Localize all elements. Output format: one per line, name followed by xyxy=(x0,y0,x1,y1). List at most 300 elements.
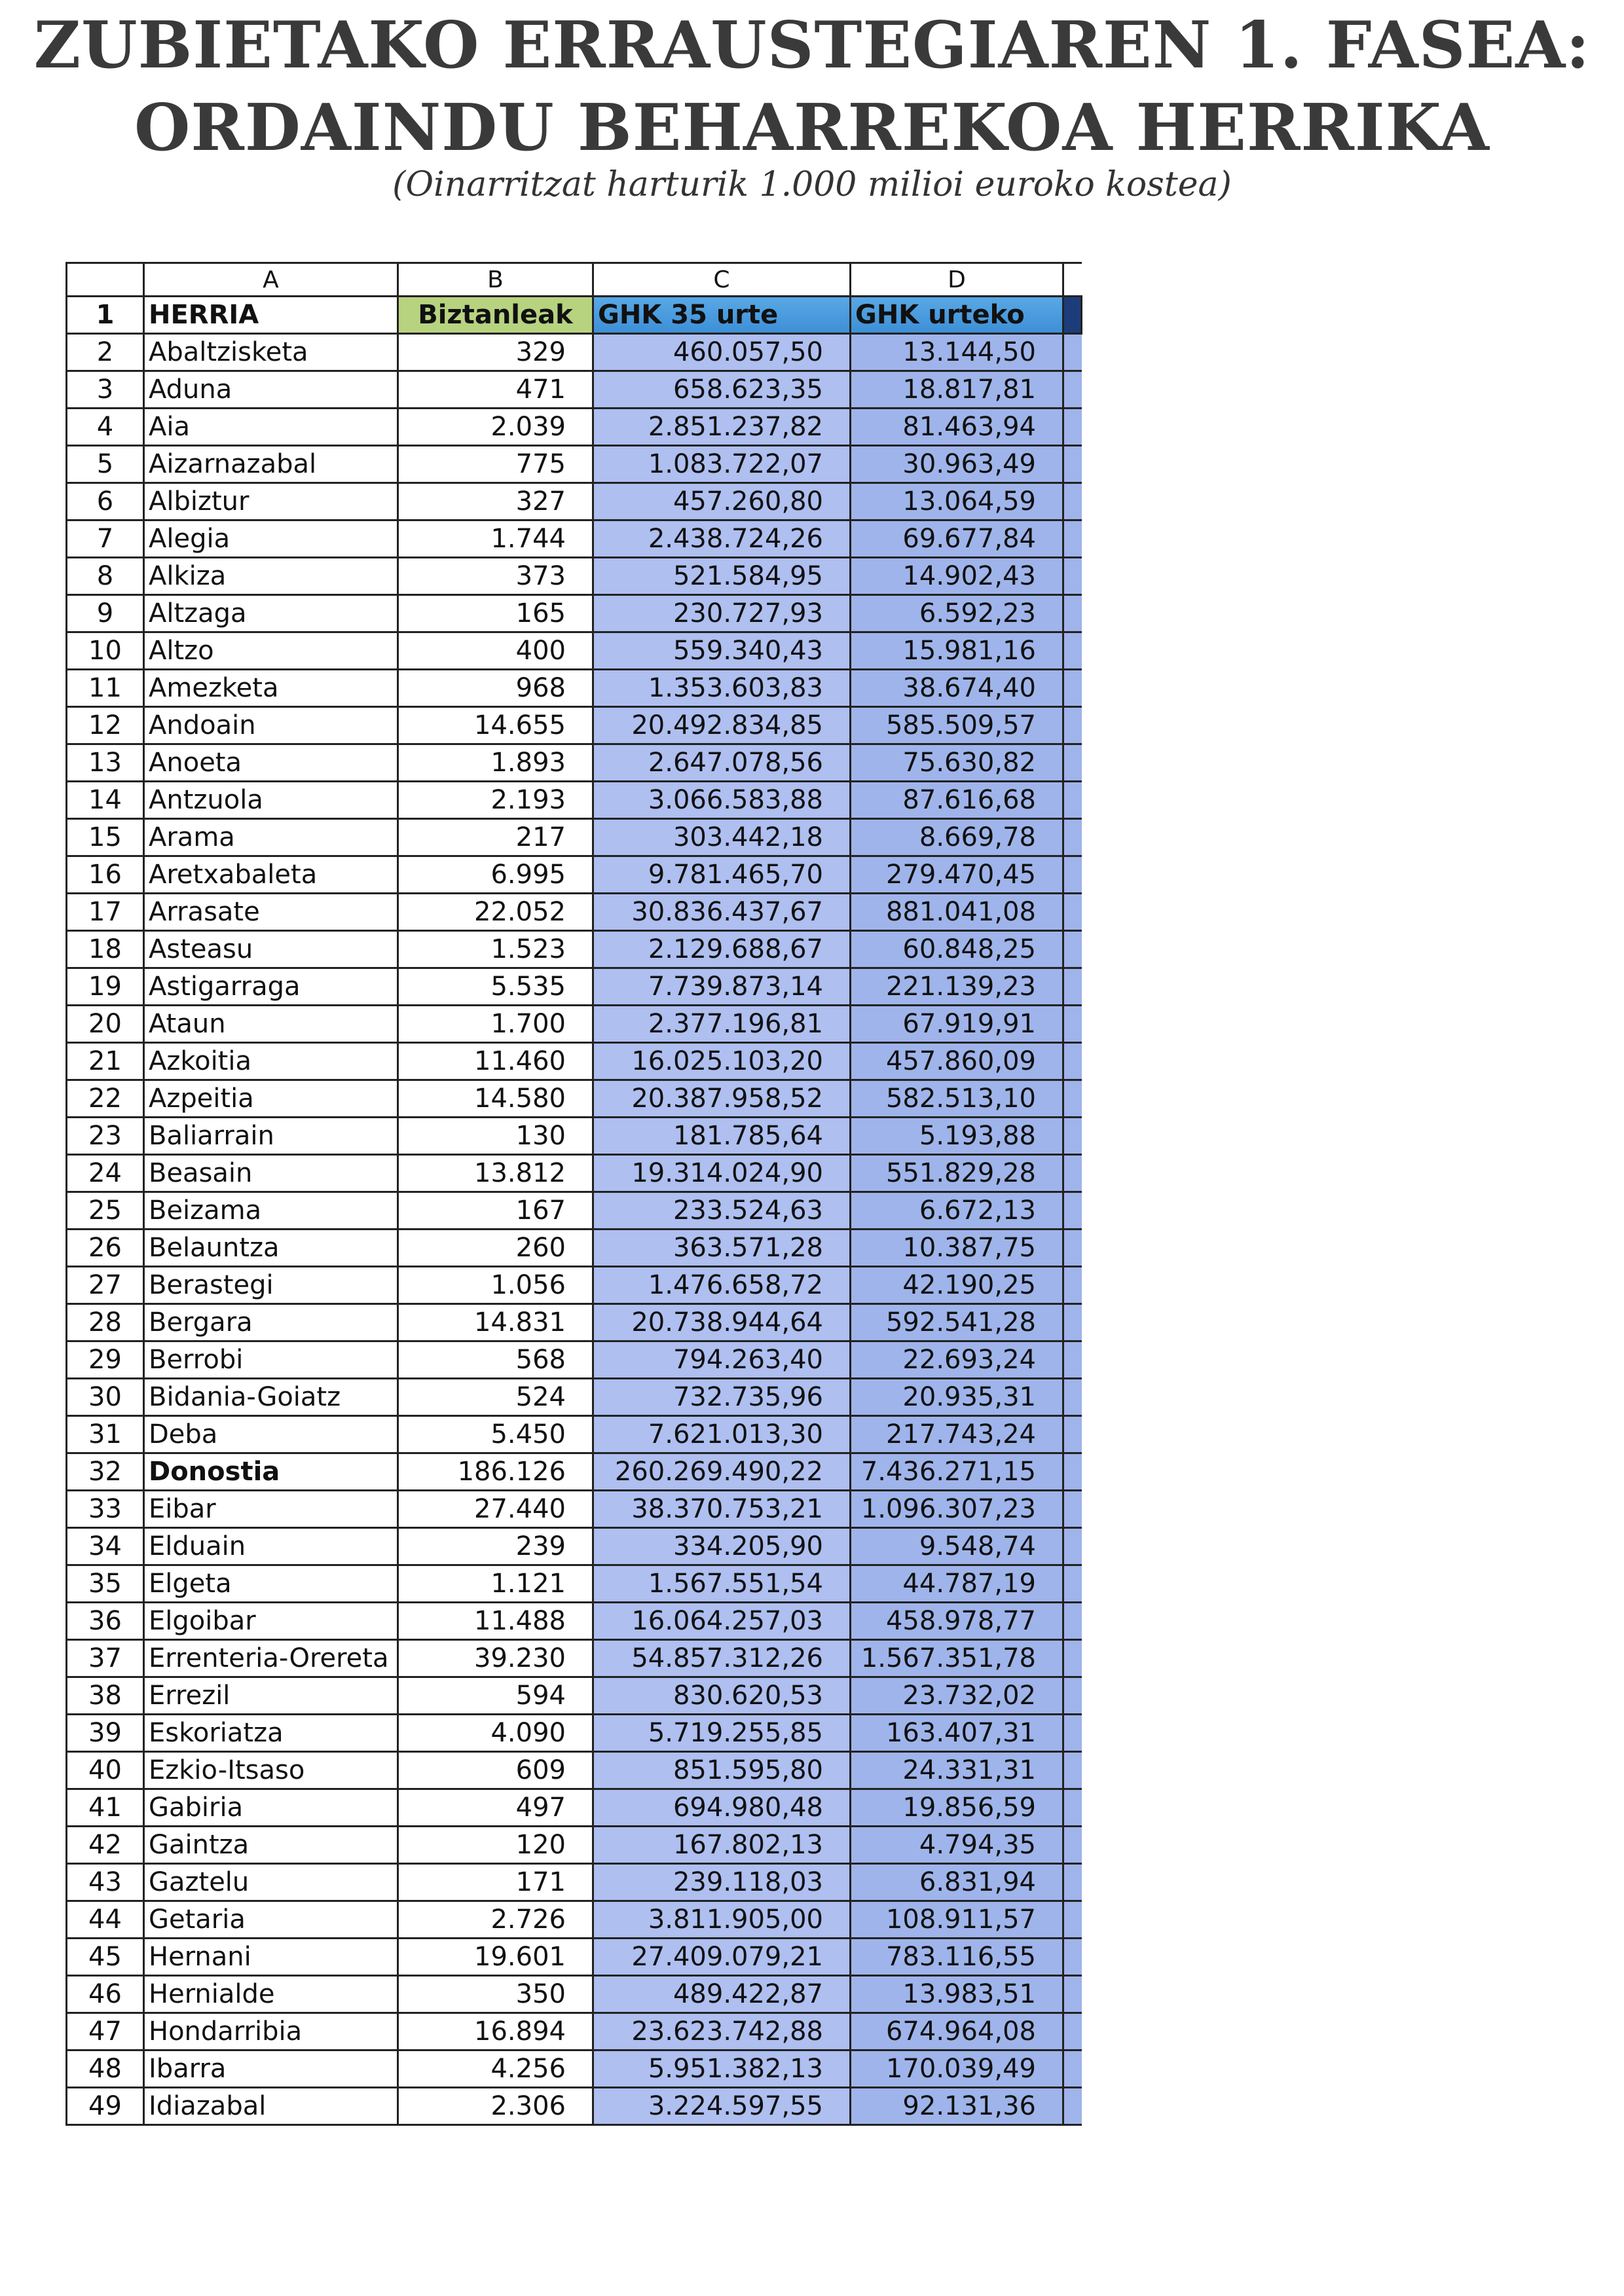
cell-ghk-35-urte: 489.422,87 xyxy=(593,1976,851,2013)
cell-biztanleak: 186.126 xyxy=(398,1453,593,1491)
cell-ghk-urteko: 221.139,23 xyxy=(851,968,1063,1006)
cell-ghk-35-urte: 694.980,48 xyxy=(593,1789,851,1827)
cell-herria: Altzaga xyxy=(144,595,398,632)
cell-ghk-urteko: 551.829,28 xyxy=(851,1155,1063,1192)
cell-herria: Deba xyxy=(144,1416,398,1453)
cell-biztanleak: 1.893 xyxy=(398,744,593,782)
table-row xyxy=(67,819,1082,856)
table-row xyxy=(67,2050,1082,2088)
cell-ghk-urteko: 457.860,09 xyxy=(851,1043,1063,1080)
cell-cut-column xyxy=(1063,1640,1082,1677)
cell-ghk-urteko: 1.567.351,78 xyxy=(851,1640,1063,1677)
cell-biztanleak: 400 xyxy=(398,632,593,670)
cell-herria: Astigarraga xyxy=(144,968,398,1006)
row-number: 31 xyxy=(67,1416,144,1453)
row-number: 7 xyxy=(67,520,144,558)
column-letter-e xyxy=(1063,263,1082,297)
cell-herria: Azpeitia xyxy=(144,1080,398,1118)
cell-herria: Abaltzisketa xyxy=(144,334,398,371)
cell-biztanleak: 471 xyxy=(398,371,593,409)
cell-ghk-35-urte: 3.066.583,88 xyxy=(593,782,851,819)
cell-cut-column xyxy=(1063,1006,1082,1043)
row-number: 13 xyxy=(67,744,144,782)
cell-cut-column xyxy=(1063,1603,1082,1640)
cell-ghk-urteko: 19.856,59 xyxy=(851,1789,1063,1827)
cell-ghk-35-urte: 2.438.724,26 xyxy=(593,520,851,558)
cell-biztanleak: 27.440 xyxy=(398,1491,593,1528)
cell-herria: Idiazabal xyxy=(144,2088,398,2125)
cell-ghk-35-urte: 54.857.312,26 xyxy=(593,1640,851,1677)
table-row xyxy=(67,1565,1082,1603)
cell-herria: Errenteria-Orereta xyxy=(144,1640,398,1677)
cell-herria: Albiztur xyxy=(144,483,398,520)
cell-cut-column xyxy=(1063,968,1082,1006)
cell-ghk-urteko: 279.470,45 xyxy=(851,856,1063,894)
cell-ghk-35-urte: 181.785,64 xyxy=(593,1118,851,1155)
table-row xyxy=(67,1603,1082,1640)
cell-biztanleak: 39.230 xyxy=(398,1640,593,1677)
cell-cut-column xyxy=(1063,1864,1082,1901)
cell-ghk-35-urte: 7.621.013,30 xyxy=(593,1416,851,1453)
cell-ghk-35-urte: 16.064.257,03 xyxy=(593,1603,851,1640)
cell-cut-column xyxy=(1063,1565,1082,1603)
cell-biztanleak: 14.831 xyxy=(398,1304,593,1341)
table-row xyxy=(67,1080,1082,1118)
cell-cut-column xyxy=(1063,1901,1082,1939)
row-number: 16 xyxy=(67,856,144,894)
table-row xyxy=(67,1416,1082,1453)
cell-ghk-35-urte: 3.224.597,55 xyxy=(593,2088,851,2125)
cell-herria: Elgoibar xyxy=(144,1603,398,1640)
cell-ghk-urteko: 9.548,74 xyxy=(851,1528,1063,1565)
cell-ghk-35-urte: 38.370.753,21 xyxy=(593,1491,851,1528)
cell-herria: Aduna xyxy=(144,371,398,409)
cell-herria: Bidania-Goiatz xyxy=(144,1379,398,1416)
row-number: 15 xyxy=(67,819,144,856)
table-row xyxy=(67,520,1082,558)
cell-herria: Gabiria xyxy=(144,1789,398,1827)
row-number: 45 xyxy=(67,1939,144,1976)
row-number: 49 xyxy=(67,2088,144,2125)
cell-cut-column xyxy=(1063,856,1082,894)
cell-biztanleak: 2.306 xyxy=(398,2088,593,2125)
cell-herria: Alkiza xyxy=(144,558,398,595)
cell-biztanleak: 1.056 xyxy=(398,1267,593,1304)
row-number: 42 xyxy=(67,1827,144,1864)
cell-cut-column xyxy=(1063,707,1082,744)
cell-cut-column xyxy=(1063,1827,1082,1864)
cell-herria: Hernani xyxy=(144,1939,398,1976)
row-number: 14 xyxy=(67,782,144,819)
cell-ghk-urteko: 75.630,82 xyxy=(851,744,1063,782)
cell-biztanleak: 239 xyxy=(398,1528,593,1565)
row-number: 41 xyxy=(67,1789,144,1827)
cell-cut-column xyxy=(1063,1043,1082,1080)
cell-ghk-35-urte: 1.476.658,72 xyxy=(593,1267,851,1304)
cell-ghk-35-urte: 460.057,50 xyxy=(593,334,851,371)
cell-biztanleak: 568 xyxy=(398,1341,593,1379)
table-row xyxy=(67,334,1082,371)
cell-cut-column xyxy=(1063,1192,1082,1230)
cell-herria: Hernialde xyxy=(144,1976,398,2013)
cell-ghk-35-urte: 9.781.465,70 xyxy=(593,856,851,894)
row-number: 24 xyxy=(67,1155,144,1192)
cell-ghk-urteko: 24.331,31 xyxy=(851,1752,1063,1789)
table-row xyxy=(67,744,1082,782)
cell-biztanleak: 329 xyxy=(398,334,593,371)
table-row xyxy=(67,1118,1082,1155)
row-number: 22 xyxy=(67,1080,144,1118)
header-herria: HERRIA xyxy=(144,297,398,334)
cell-herria: Elduain xyxy=(144,1528,398,1565)
cell-ghk-urteko: 881.041,08 xyxy=(851,894,1063,931)
cell-ghk-urteko: 4.794,35 xyxy=(851,1827,1063,1864)
cell-ghk-35-urte: 20.387.958,52 xyxy=(593,1080,851,1118)
cell-ghk-35-urte: 27.409.079,21 xyxy=(593,1939,851,1976)
cell-ghk-urteko: 14.902,43 xyxy=(851,558,1063,595)
cell-herria: Anoeta xyxy=(144,744,398,782)
table-row xyxy=(67,782,1082,819)
cell-cut-column xyxy=(1063,1416,1082,1453)
cell-ghk-urteko: 60.848,25 xyxy=(851,931,1063,968)
cell-herria: Gaztelu xyxy=(144,1864,398,1901)
cell-ghk-35-urte: 3.811.905,00 xyxy=(593,1901,851,1939)
table-row xyxy=(67,1901,1082,1939)
cell-ghk-urteko: 23.732,02 xyxy=(851,1677,1063,1715)
cell-ghk-35-urte: 30.836.437,67 xyxy=(593,894,851,931)
cell-cut-column xyxy=(1063,632,1082,670)
cell-cut-column xyxy=(1063,1267,1082,1304)
cell-ghk-35-urte: 658.623,35 xyxy=(593,371,851,409)
cell-ghk-urteko: 585.509,57 xyxy=(851,707,1063,744)
row-number: 32 xyxy=(67,1453,144,1491)
header-biztanleak: Biztanleak xyxy=(398,297,593,334)
row-number: 35 xyxy=(67,1565,144,1603)
table-row xyxy=(67,894,1082,931)
cell-ghk-urteko: 20.935,31 xyxy=(851,1379,1063,1416)
cell-biztanleak: 171 xyxy=(398,1864,593,1901)
cell-cut-column xyxy=(1063,595,1082,632)
cell-biztanleak: 1.700 xyxy=(398,1006,593,1043)
cell-herria: Ibarra xyxy=(144,2050,398,2088)
row-number: 36 xyxy=(67,1603,144,1640)
cell-herria: Eibar xyxy=(144,1491,398,1528)
row-number: 11 xyxy=(67,670,144,707)
cell-ghk-35-urte: 303.442,18 xyxy=(593,819,851,856)
cell-ghk-35-urte: 19.314.024,90 xyxy=(593,1155,851,1192)
row-number: 38 xyxy=(67,1677,144,1715)
row-number: 3 xyxy=(67,371,144,409)
table-row xyxy=(67,595,1082,632)
cell-cut-column xyxy=(1063,1304,1082,1341)
cell-biztanleak: 16.894 xyxy=(398,2013,593,2050)
table-row xyxy=(67,1715,1082,1752)
row-number: 40 xyxy=(67,1752,144,1789)
cell-herria: Andoain xyxy=(144,707,398,744)
cell-herria: Berastegi xyxy=(144,1267,398,1304)
cell-biztanleak: 1.744 xyxy=(398,520,593,558)
cell-ghk-urteko: 170.039,49 xyxy=(851,2050,1063,2088)
cell-ghk-urteko: 217.743,24 xyxy=(851,1416,1063,1453)
cell-cut-column xyxy=(1063,1155,1082,1192)
cell-ghk-urteko: 44.787,19 xyxy=(851,1565,1063,1603)
cell-cut-column xyxy=(1063,670,1082,707)
row-number: 39 xyxy=(67,1715,144,1752)
table-row xyxy=(67,1043,1082,1080)
cell-biztanleak: 19.601 xyxy=(398,1939,593,1976)
row-number: 29 xyxy=(67,1341,144,1379)
cell-cut-column xyxy=(1063,1939,1082,1976)
cell-herria: Beasain xyxy=(144,1155,398,1192)
table-row xyxy=(67,1677,1082,1715)
cell-ghk-urteko: 81.463,94 xyxy=(851,409,1063,446)
row-number: 43 xyxy=(67,1864,144,1901)
title-line-1: ZUBIETAKO ERRAUSTEGIAREN 1. FASEA: xyxy=(33,8,1591,83)
cell-ghk-35-urte: 2.377.196,81 xyxy=(593,1006,851,1043)
row-number: 1 xyxy=(67,297,144,334)
cell-cut-column xyxy=(1063,1528,1082,1565)
cell-ghk-urteko: 7.436.271,15 xyxy=(851,1453,1063,1491)
table-row xyxy=(67,1939,1082,1976)
cell-herria: Alegia xyxy=(144,520,398,558)
cell-ghk-urteko: 8.669,78 xyxy=(851,819,1063,856)
spreadsheet xyxy=(65,262,1082,2126)
table-row xyxy=(67,1379,1082,1416)
cell-biztanleak: 11.460 xyxy=(398,1043,593,1080)
row-number: 8 xyxy=(67,558,144,595)
cell-herria: Hondarribia xyxy=(144,2013,398,2050)
table-row xyxy=(67,1304,1082,1341)
cell-ghk-35-urte: 457.260,80 xyxy=(593,483,851,520)
cell-biztanleak: 2.726 xyxy=(398,1901,593,1939)
cell-biztanleak: 524 xyxy=(398,1379,593,1416)
row-number: 10 xyxy=(67,632,144,670)
corner-cell xyxy=(67,263,144,297)
header-row xyxy=(67,297,1082,334)
row-number: 33 xyxy=(67,1491,144,1528)
cell-ghk-urteko: 13.064,59 xyxy=(851,483,1063,520)
table-row xyxy=(67,1789,1082,1827)
cell-ghk-35-urte: 7.739.873,14 xyxy=(593,968,851,1006)
cell-herria: Gaintza xyxy=(144,1827,398,1864)
cell-biztanleak: 2.193 xyxy=(398,782,593,819)
cell-herria: Arama xyxy=(144,819,398,856)
cell-ghk-35-urte: 260.269.490,22 xyxy=(593,1453,851,1491)
cell-biztanleak: 120 xyxy=(398,1827,593,1864)
cell-biztanleak: 4.256 xyxy=(398,2050,593,2088)
cell-ghk-urteko: 15.981,16 xyxy=(851,632,1063,670)
cell-biztanleak: 6.995 xyxy=(398,856,593,894)
row-number: 25 xyxy=(67,1192,144,1230)
cell-herria: Azkoitia xyxy=(144,1043,398,1080)
cell-ghk-urteko: 5.193,88 xyxy=(851,1118,1063,1155)
cell-biztanleak: 5.535 xyxy=(398,968,593,1006)
table-row xyxy=(67,1976,1082,2013)
cell-biztanleak: 373 xyxy=(398,558,593,595)
cell-herria: Ezkio-Itsaso xyxy=(144,1752,398,1789)
cell-ghk-35-urte: 2.851.237,82 xyxy=(593,409,851,446)
cell-biztanleak: 4.090 xyxy=(398,1715,593,1752)
cell-herria: Amezketa xyxy=(144,670,398,707)
cell-ghk-35-urte: 2.129.688,67 xyxy=(593,931,851,968)
row-number: 30 xyxy=(67,1379,144,1416)
row-number: 4 xyxy=(67,409,144,446)
cell-cut-column xyxy=(1063,931,1082,968)
cell-ghk-urteko: 582.513,10 xyxy=(851,1080,1063,1118)
cell-cut-column xyxy=(1063,409,1082,446)
row-number: 27 xyxy=(67,1267,144,1304)
cell-ghk-35-urte: 230.727,93 xyxy=(593,595,851,632)
row-number: 37 xyxy=(67,1640,144,1677)
cell-herria: Donostia xyxy=(144,1453,398,1491)
cell-herria: Elgeta xyxy=(144,1565,398,1603)
cell-cut-column xyxy=(1063,371,1082,409)
cell-biztanleak: 22.052 xyxy=(398,894,593,931)
table-row xyxy=(67,632,1082,670)
cell-ghk-urteko: 6.592,23 xyxy=(851,595,1063,632)
cell-ghk-35-urte: 23.623.742,88 xyxy=(593,2013,851,2050)
cell-cut-column xyxy=(1063,819,1082,856)
cell-cut-column xyxy=(1063,334,1082,371)
cell-ghk-urteko: 67.919,91 xyxy=(851,1006,1063,1043)
row-number: 34 xyxy=(67,1528,144,1565)
table-row xyxy=(67,1267,1082,1304)
column-letter-d: D xyxy=(851,263,1063,297)
cell-ghk-urteko: 108.911,57 xyxy=(851,1901,1063,1939)
table-row xyxy=(67,931,1082,968)
cell-biztanleak: 130 xyxy=(398,1118,593,1155)
table-row xyxy=(67,483,1082,520)
cost-table xyxy=(65,262,1082,2126)
table-row xyxy=(67,1453,1082,1491)
cell-ghk-urteko: 18.817,81 xyxy=(851,371,1063,409)
cell-biztanleak: 594 xyxy=(398,1677,593,1715)
table-row xyxy=(67,1155,1082,1192)
cell-cut-column xyxy=(1063,1715,1082,1752)
cell-cut-column xyxy=(1063,1789,1082,1827)
cell-ghk-urteko: 163.407,31 xyxy=(851,1715,1063,1752)
table-row xyxy=(67,1341,1082,1379)
cell-cut-column xyxy=(1063,2013,1082,2050)
table-row xyxy=(67,1827,1082,1864)
table-row xyxy=(67,558,1082,595)
cell-ghk-urteko: 592.541,28 xyxy=(851,1304,1063,1341)
cell-ghk-urteko: 92.131,36 xyxy=(851,2088,1063,2125)
cell-cut-column xyxy=(1063,1491,1082,1528)
cell-cut-column xyxy=(1063,1752,1082,1789)
cell-ghk-35-urte: 20.738.944,64 xyxy=(593,1304,851,1341)
column-letter-c: C xyxy=(593,263,851,297)
cell-cut-column xyxy=(1063,446,1082,483)
cell-herria: Beizama xyxy=(144,1192,398,1230)
table-row xyxy=(67,968,1082,1006)
cell-biztanleak: 260 xyxy=(398,1230,593,1267)
cell-cut-column xyxy=(1063,894,1082,931)
cell-ghk-urteko: 22.693,24 xyxy=(851,1341,1063,1379)
cell-cut-column xyxy=(1063,1118,1082,1155)
cell-biztanleak: 165 xyxy=(398,595,593,632)
cell-ghk-urteko: 674.964,08 xyxy=(851,2013,1063,2050)
cell-cut-column xyxy=(1063,483,1082,520)
cell-ghk-35-urte: 363.571,28 xyxy=(593,1230,851,1267)
cell-ghk-urteko: 10.387,75 xyxy=(851,1230,1063,1267)
cell-ghk-urteko: 6.672,13 xyxy=(851,1192,1063,1230)
cell-cut-column xyxy=(1063,2088,1082,2125)
table-row xyxy=(67,1640,1082,1677)
cell-ghk-35-urte: 851.595,80 xyxy=(593,1752,851,1789)
row-number: 19 xyxy=(67,968,144,1006)
cell-herria: Getaria xyxy=(144,1901,398,1939)
row-number: 20 xyxy=(67,1006,144,1043)
column-letter-a: A xyxy=(144,263,398,297)
table-row xyxy=(67,1192,1082,1230)
cell-biztanleak: 14.655 xyxy=(398,707,593,744)
cell-herria: Errezil xyxy=(144,1677,398,1715)
cell-ghk-35-urte: 167.802,13 xyxy=(593,1827,851,1864)
cell-biztanleak: 968 xyxy=(398,670,593,707)
table-row xyxy=(67,1864,1082,1901)
cell-cut-column xyxy=(1063,1230,1082,1267)
table-row xyxy=(67,1752,1082,1789)
row-number: 47 xyxy=(67,2013,144,2050)
cell-ghk-urteko: 42.190,25 xyxy=(851,1267,1063,1304)
table-row xyxy=(67,2013,1082,2050)
cell-cut-column xyxy=(1063,2050,1082,2088)
cell-ghk-35-urte: 521.584,95 xyxy=(593,558,851,595)
cell-ghk-35-urte: 16.025.103,20 xyxy=(593,1043,851,1080)
cell-cut-column xyxy=(1063,1453,1082,1491)
table-row xyxy=(67,1230,1082,1267)
cell-ghk-35-urte: 239.118,03 xyxy=(593,1864,851,1901)
cell-herria: Antzuola xyxy=(144,782,398,819)
row-number: 5 xyxy=(67,446,144,483)
cell-herria: Berrobi xyxy=(144,1341,398,1379)
table-row xyxy=(67,1491,1082,1528)
cell-biztanleak: 13.812 xyxy=(398,1155,593,1192)
cell-ghk-urteko: 87.616,68 xyxy=(851,782,1063,819)
cell-biztanleak: 350 xyxy=(398,1976,593,2013)
table-row xyxy=(67,670,1082,707)
cell-ghk-35-urte: 1.567.551,54 xyxy=(593,1565,851,1603)
cell-ghk-urteko: 1.096.307,23 xyxy=(851,1491,1063,1528)
cell-herria: Arrasate xyxy=(144,894,398,931)
table-row xyxy=(67,446,1082,483)
cell-ghk-35-urte: 794.263,40 xyxy=(593,1341,851,1379)
cell-herria: Eskoriatza xyxy=(144,1715,398,1752)
table-row xyxy=(67,856,1082,894)
cell-biztanleak: 14.580 xyxy=(398,1080,593,1118)
cell-cut-column xyxy=(1063,744,1082,782)
cell-biztanleak: 609 xyxy=(398,1752,593,1789)
cell-ghk-urteko: 783.116,55 xyxy=(851,1939,1063,1976)
table-row xyxy=(67,409,1082,446)
cell-ghk-urteko: 38.674,40 xyxy=(851,670,1063,707)
cell-biztanleak: 327 xyxy=(398,483,593,520)
cell-biztanleak: 5.450 xyxy=(398,1416,593,1453)
row-number: 21 xyxy=(67,1043,144,1080)
header-ghk-35-urte: GHK 35 urte xyxy=(593,297,851,334)
row-number: 18 xyxy=(67,931,144,968)
cell-biztanleak: 775 xyxy=(398,446,593,483)
cell-cut-column xyxy=(1063,782,1082,819)
cell-ghk-urteko: 30.963,49 xyxy=(851,446,1063,483)
cell-herria: Bergara xyxy=(144,1304,398,1341)
row-number: 23 xyxy=(67,1118,144,1155)
cell-herria: Aizarnazabal xyxy=(144,446,398,483)
cell-ghk-35-urte: 5.719.255,85 xyxy=(593,1715,851,1752)
cell-ghk-35-urte: 5.951.382,13 xyxy=(593,2050,851,2088)
column-letter-row xyxy=(67,263,1082,297)
